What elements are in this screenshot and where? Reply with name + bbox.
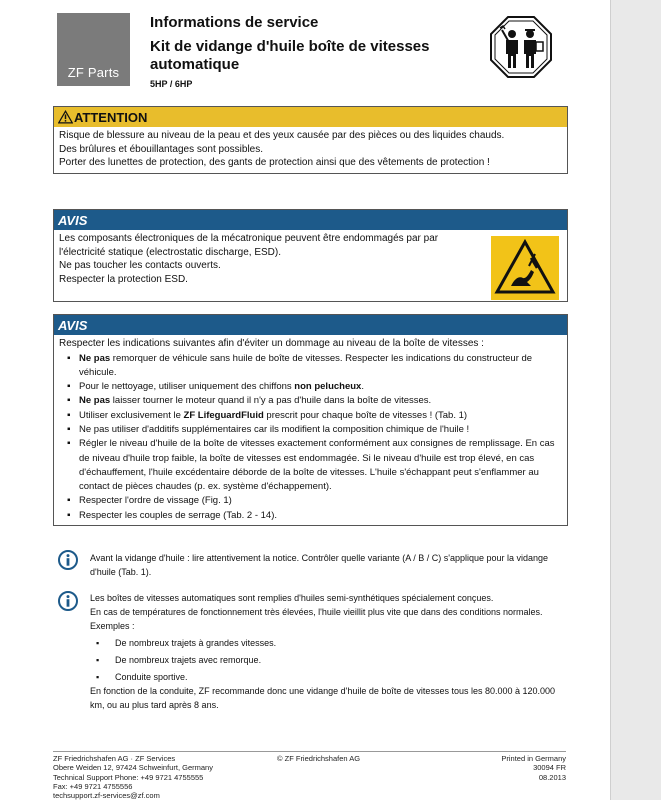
list-item: ▪ Régler le niveau d'huile de la boîte de vitesses exactement conformément aux consignes de remplissage. En cas de niveau d'huile trop faible, la boîte de vitesses est endommagée. Si le niveau d'huile est trop élevé, en cas d'échauffement, l'huile excédentaire déborde de la boîte de vitesses. L'huile s'échappant peut s'enflammer au contact de pièces chaudes (p. ex. système d'échappement). <box>59 437 563 494</box>
viewer-background <box>610 0 661 800</box>
zf-parts-logo <box>57 13 130 86</box>
avis-esd-line: Les composants électroniques de la mécatronique peuvent être endommagés par par l'électricité statique (electrostatic discharge, ESD). <box>59 233 439 258</box>
esd-warning-icon <box>491 236 559 300</box>
info-line: En cas de températures de fonctionnement très élevées, l'huile vieillit plus vite que dans des conditions normales. <box>90 607 543 617</box>
list-item: ▪ De nombreux trajets avec remorque. <box>90 653 560 667</box>
list-item: ▪ Conduite sportive. <box>90 670 560 684</box>
list-item: ▪ Ne pas remorquer de véhicule sans huile de boîte de vitesses. Respecter les indications du constructeur de véhicule. <box>59 352 563 381</box>
avis-esd-line: Respecter la protection ESD. <box>59 273 188 285</box>
info-line: Les boîtes de vitesses automatiques sont remplies d'huiles semi-synthétiques spécialement conçues. <box>90 593 494 603</box>
list-item: ▪ Utiliser exclusivement le ZF LifeguardFluid prescrit pour chaque boîte de vitesses ! (Tab. 1) <box>59 409 563 423</box>
list-item: ▪ De nombreux trajets à grandes vitesses. <box>90 636 560 650</box>
transmission-models: 5HP / 6HP <box>150 79 193 89</box>
attention-body <box>54 127 567 173</box>
avis-esd-header <box>54 210 567 230</box>
footer-print-info <box>466 754 566 782</box>
footer-line: Technical Support Phone: +49 9721 4755555 <box>53 772 204 782</box>
avis-esd-box <box>53 209 568 302</box>
footer-line: 30094 FR <box>533 763 566 773</box>
document-title: Informations de service <box>150 14 319 31</box>
info-icon <box>58 591 78 611</box>
info-oil-aging-note <box>90 591 560 712</box>
avis-esd-body <box>54 230 483 289</box>
avis-instructions-body <box>54 335 567 525</box>
footer-copyright: © ZF Friedrichshafen AG <box>277 754 361 763</box>
list-item: ▪ Ne pas laisser tourner le moteur quand il n'y a pas d'huile dans la boîte de vitesses. <box>59 394 563 408</box>
footer-email: techsupport.zf-services@zf.com <box>53 791 160 800</box>
instruction-list <box>59 352 563 524</box>
list-item: ▪ Respecter les couples de serrage (Tab. 2 - 14). <box>59 509 563 523</box>
attention-line: Risque de blessure au niveau de la peau et des yeux causée par des pièces ou des liquides chauds. <box>59 130 505 141</box>
footer-address <box>53 754 213 800</box>
avis-esd-line: Ne pas toucher les contacts ouverts. <box>59 260 221 271</box>
avis-instructions-header <box>54 315 567 335</box>
attention-line: Porter des lunettes de protection, des gants de protection ainsi que des vêtements de protection ! <box>59 157 490 168</box>
avis-intro: Respecter les indications suivantes afin d'éviter un dommage au niveau de la boîte de vitesses : <box>59 338 484 349</box>
examples-label: Exemples : <box>90 621 135 631</box>
info-conclusion: En fonction de la conduite, ZF recommande donc une vidange d'huile de boîte de vitesses tous les 80.000 à 120.000 km, ou au plus tard après 8 ans. <box>90 686 556 710</box>
info-icon <box>58 550 78 570</box>
footer-line: Fax: +49 9721 4755556 <box>53 781 133 791</box>
attention-line: Des brûlures et ébouillantages sont possibles. <box>59 143 264 155</box>
footer-line: Obere Weiden 12, 97424 Schweinfurt, Germany <box>53 763 213 773</box>
document-subtitle-title: Kit de vidange d'huile boîte de vitesses automatique <box>150 38 430 73</box>
footer-line: 08.2013 <box>538 772 566 782</box>
avis-label: AVIS <box>58 212 88 228</box>
warning-triangle-icon <box>58 110 73 124</box>
list-item: ▪ Pour le nettoyage, utiliser uniquement des chiffons non pelucheux. <box>59 380 563 394</box>
avis-instructions-box <box>53 314 568 526</box>
examples-list <box>90 636 560 684</box>
avis-label: AVIS <box>58 317 88 333</box>
mechanic-pictogram-icon <box>490 16 552 78</box>
attention-header <box>54 107 567 127</box>
footer-divider <box>53 751 566 752</box>
attention-box <box>53 106 568 174</box>
logo-text: ZF Parts <box>67 65 120 80</box>
footer-line: ZF Friedrichshafen AG · ZF Services <box>53 754 176 763</box>
list-item: ▪ Respecter l'ordre de vissage (Fig. 1) <box>59 494 563 508</box>
attention-label: ATTENTION <box>74 109 148 125</box>
footer-line: Printed in Germany <box>501 754 566 763</box>
list-item: ▪ Ne pas utiliser d'additifs supplémentaires car ils modifient la composition chimique de l'huile ! <box>59 423 563 437</box>
info-oil-change-note: Avant la vidange d'huile : lire attentivement la notice. Contrôler quelle variante (A / B / C) s'applique pour la vidange d'huile (Tab. 1). <box>90 553 549 577</box>
